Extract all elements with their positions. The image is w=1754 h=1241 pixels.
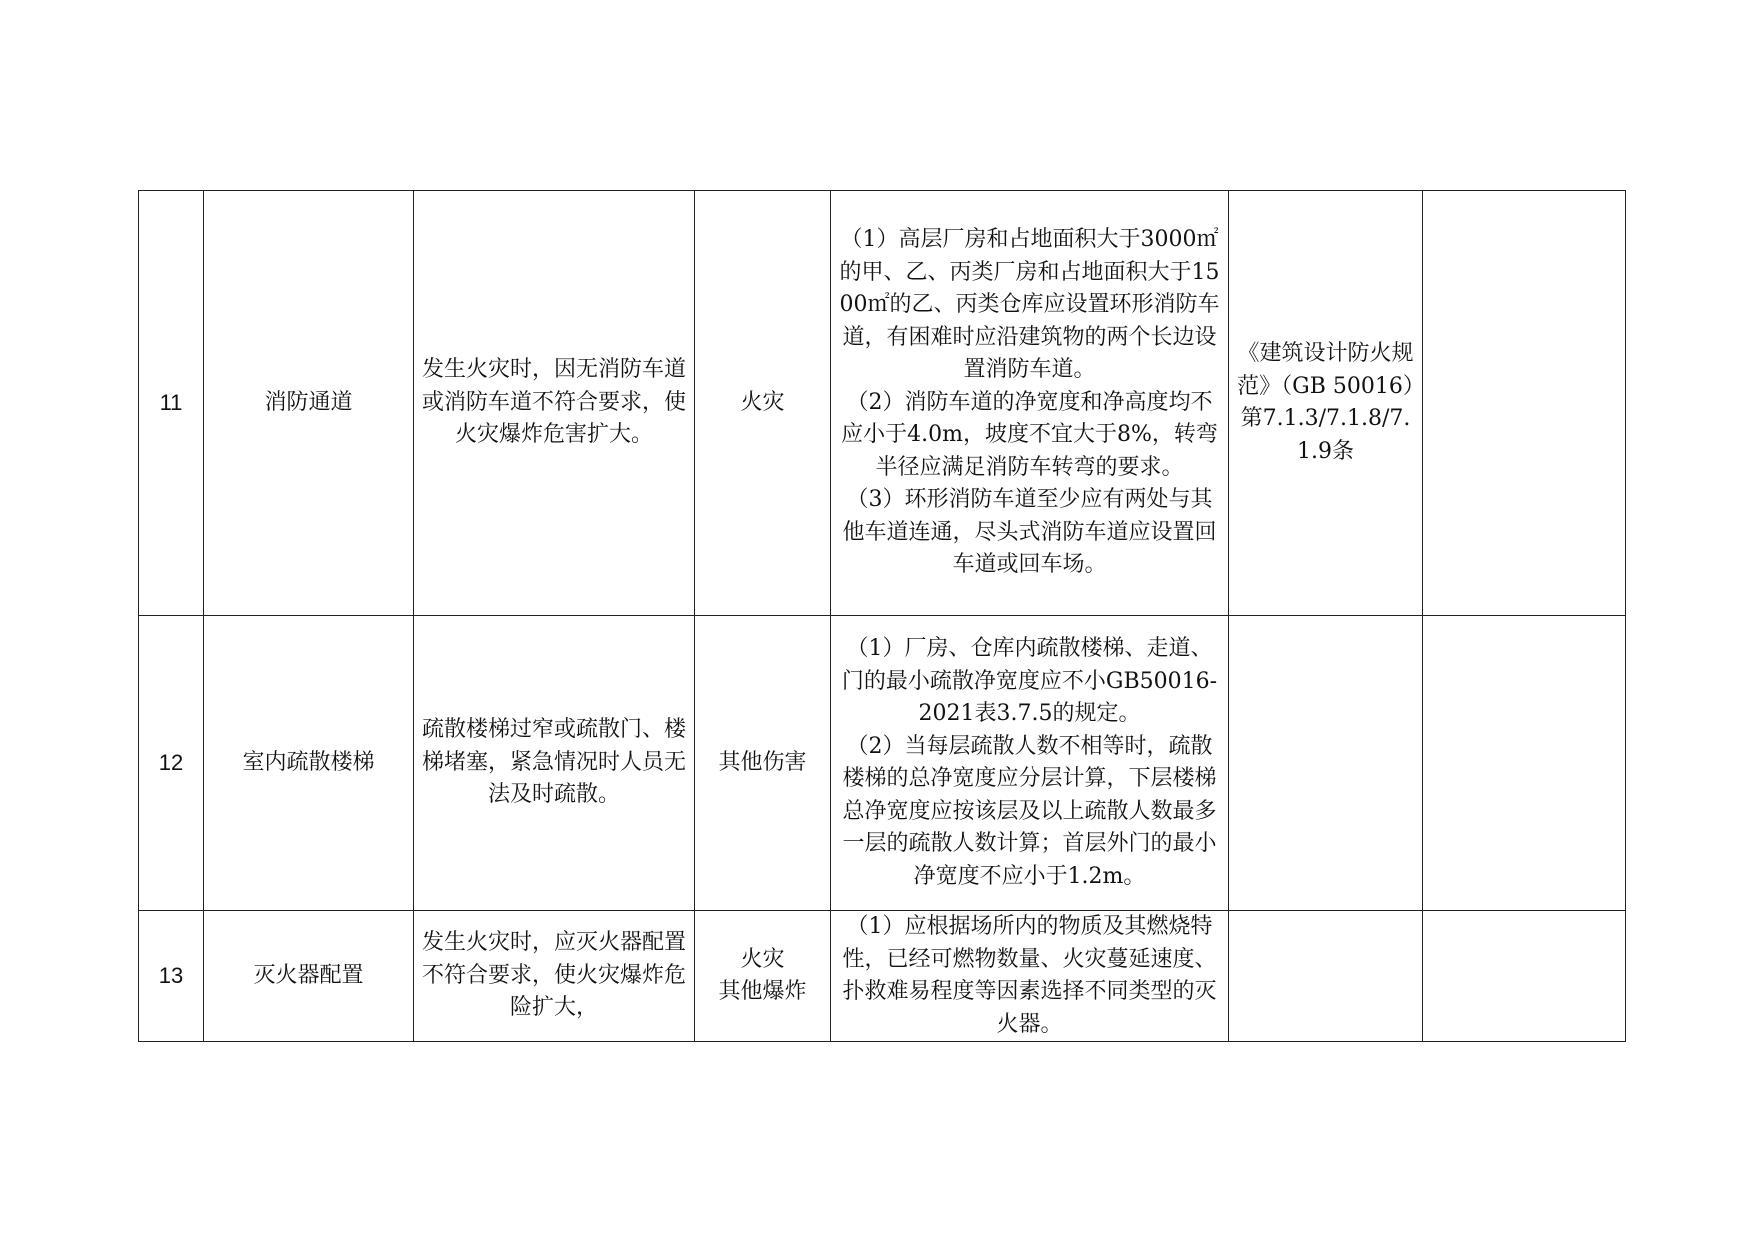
accident-type	[695, 616, 831, 911]
requirement-line: （1）高层厂房和占地面积大于3000㎡的甲、乙、丙类厂房和占地面积大于1500㎡的乙、丙类仓库应设置环形消防车道，有困难时应沿建筑物的两个长边设置消防车道。	[839, 227, 1220, 383]
basis-reference	[1229, 616, 1423, 911]
check-item: 灭火器配置	[204, 911, 414, 1042]
accident-type-line: 火灾	[740, 389, 785, 415]
remark-cell	[1423, 616, 1626, 911]
requirement-text	[831, 191, 1229, 616]
accident-type	[695, 911, 831, 1042]
requirement-line: （1）应根据场所内的物质及其燃烧特性，已经可燃物数量、火灾蔓延速度、扑救难易程度等因素选择不同类型的灭火器。	[842, 914, 1217, 1037]
hazard-description: 疏散楼梯过窄或疏散门、楼梯堵塞，紧急情况时人员无法及时疏散。	[414, 616, 695, 911]
hazard-table	[138, 190, 1626, 1042]
basis-reference: 《建筑设计防火规范》（GB 50016）第7.1.3/7.1.8/7.1.9条	[1229, 191, 1423, 616]
hazard-description: 发生火灾时，应灭火器配置不符合要求，使火灾爆炸危险扩大，	[414, 911, 695, 1042]
table-row	[139, 191, 1626, 616]
row-number: 11	[139, 191, 204, 616]
accident-type	[695, 191, 831, 616]
remark-cell	[1423, 911, 1626, 1042]
basis-reference	[1229, 911, 1423, 1042]
requirement-line: （1）厂房、仓库内疏散楼梯、走道、门的最小疏散净宽度应不小GB50016-2021表3.7.5的规定。	[841, 636, 1218, 726]
requirement-line: （2）消防车道的净宽度和净高度均不应小于4.0m，坡度不宜大于8%，转弯半径应满足消防车转弯的要求。	[841, 389, 1218, 480]
row-number: 12	[139, 616, 204, 911]
accident-type-line: 火灾	[740, 946, 785, 972]
requirement-line: （2）当每层疏散人数不相等时，疏散楼梯的总净宽度应分层计算，下层楼梯总净宽度应按该层及以上疏散人数最多一层的疏散人数计算；首层外门的最小净宽度不应小于1.2m。	[842, 733, 1217, 889]
accident-type-line: 其他伤害	[718, 749, 807, 775]
check-item: 室内疏散楼梯	[204, 616, 414, 911]
accident-type-line: 其他爆炸	[718, 979, 807, 1004]
requirement-line: （3）环形消防车道至少应有两处与其他车道连通，尽头式消防车道应设置回车道或回车场。	[842, 487, 1217, 578]
hazard-description: 发生火灾时，因无消防车道或消防车道不符合要求，使火灾爆炸危害扩大。	[414, 191, 695, 616]
row-number: 13	[139, 911, 204, 1042]
remark-cell	[1423, 191, 1626, 616]
table-row	[139, 616, 1626, 911]
requirement-text	[831, 911, 1229, 1042]
check-item: 消防通道	[204, 191, 414, 616]
requirement-text	[831, 616, 1229, 911]
table-row	[139, 911, 1626, 1042]
